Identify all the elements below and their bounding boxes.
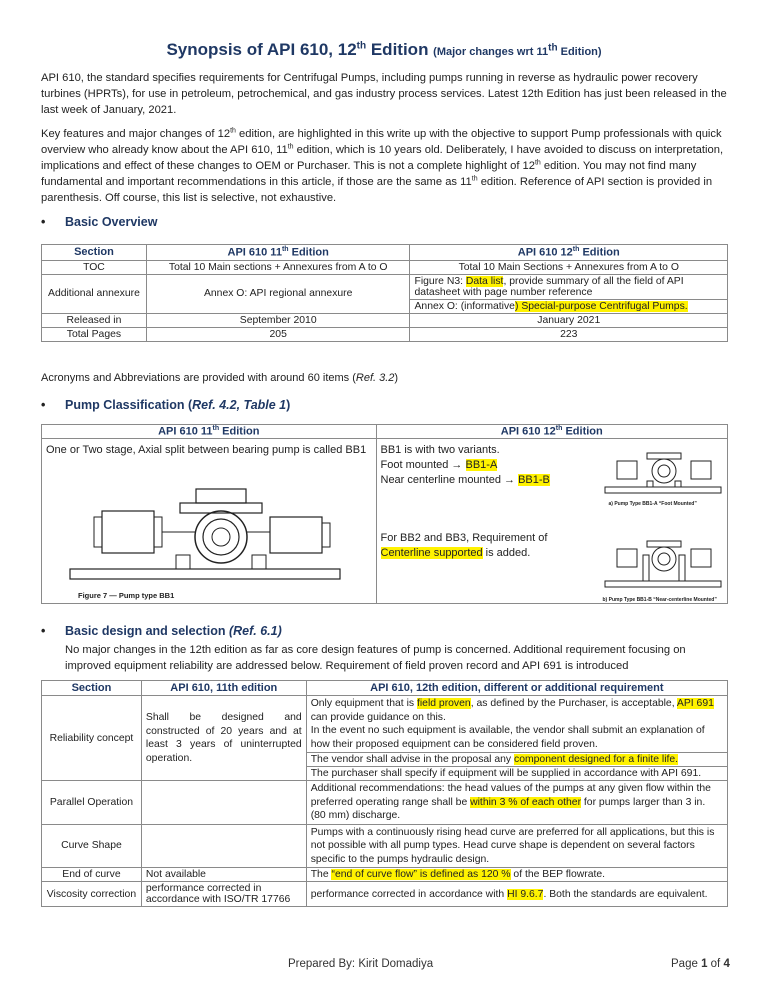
table-row (42, 868, 728, 882)
txt: of the BEP flowrate. (510, 869, 606, 880)
acronyms-note (41, 372, 398, 384)
kf-sup: th (534, 159, 541, 167)
table-row (42, 781, 728, 825)
ref: (Ref. 6.1) (228, 624, 282, 638)
txt: is added. (482, 546, 531, 559)
highlight: Data list (465, 275, 504, 287)
table-row (42, 696, 728, 753)
txt: The vendor shall advise in the proposal any (310, 754, 515, 765)
sup: th (555, 425, 563, 432)
cell-parallel-11 (141, 781, 306, 825)
cell-parallel-section: Parallel Operation (42, 781, 142, 825)
kf-5: edition. Reference of API section is provided in parenthesis. Off course, this list is selective, not exhaustive. (41, 176, 713, 204)
cell-viscosity-11: performance corrected in accordance with ISO/TR 17766 (141, 882, 306, 907)
highlight: field proven (416, 698, 471, 709)
highlight: component designed for a finite life. (514, 754, 679, 765)
h: Edition (219, 425, 260, 438)
h12-sup: th (572, 246, 580, 253)
page-current: 1 (701, 958, 708, 970)
cell-parallel-12 (306, 781, 727, 825)
header-section: Section (42, 681, 142, 696)
table-header-row (42, 245, 728, 261)
txt: For BB2 and BB3, Requirement of (380, 531, 548, 544)
txt: Near centerline mounted → (380, 473, 519, 486)
cell-additional-section: Additional annexure (42, 274, 147, 313)
highlight: BB1-A (465, 458, 498, 471)
cell-released-12: January 2021 (410, 313, 728, 327)
cell-endcurve-11: Not available (141, 868, 306, 882)
table-row (42, 313, 728, 327)
basic-design-heading: • Basic design and selection (Ref. 6.1) (41, 624, 282, 638)
highlight: within 3 % of each other (470, 796, 582, 808)
highlight: HI 9.6.7 (507, 888, 544, 900)
table-row (42, 438, 728, 603)
cell-additional-12a (410, 274, 728, 299)
design-table (41, 680, 728, 907)
kf-sup: th (230, 127, 236, 135)
cell-pages-section: Total Pages (42, 327, 147, 341)
cell-additional-11: Annex O: API regional annexure (146, 274, 410, 313)
pump-bb1a-figure (603, 447, 723, 499)
cell-pages-12: 223 (410, 327, 728, 341)
h: Edition (562, 425, 603, 438)
key-features-paragraph (41, 126, 729, 206)
txt: Page (671, 958, 702, 970)
page-total: 4 (723, 958, 730, 970)
classification-table (41, 424, 728, 604)
pump-classification-heading: • Pump Classification (Ref. 4.2, Table 1) (41, 398, 291, 412)
figure-caption-a: a) Pump Type BB1-A “Foot Mounted” (608, 500, 697, 507)
txt: can provide guidance on this. (310, 711, 446, 723)
cell-curve-section: Curve Shape (42, 824, 142, 868)
header-ed12 (376, 425, 728, 439)
highlight: BB1-B (518, 473, 550, 486)
cell-reliability-12a (306, 696, 727, 753)
cell-released-11: September 2010 (146, 313, 410, 327)
basic-overview-label: Basic Overview (65, 215, 158, 229)
cell-released-section: Released in (42, 313, 147, 327)
ref: Ref. 4.2, Table 1 (192, 398, 287, 412)
cell-reliability-section: Reliability concept (42, 696, 142, 781)
txt: Annex O: (informative (414, 300, 515, 312)
h12: API 610 12 (517, 246, 573, 259)
highlight: ) Special-purpose Centrifugal Pumps. (514, 300, 688, 312)
cell-ed11-class (42, 438, 377, 603)
cell-additional-12b (410, 299, 728, 313)
pump-bb1-figure (64, 481, 364, 599)
title-edition: Edition (366, 40, 434, 59)
bb1-text: One or Two stage, Axial split between bearing pump is called BB1 (46, 443, 367, 456)
highlight: Centerline supported (380, 546, 483, 559)
cell-viscosity-12 (306, 882, 727, 907)
cell-toc-section: TOC (42, 260, 147, 274)
h: API 610 12 (500, 425, 556, 438)
table-header-row (42, 425, 728, 439)
header-ed12 (410, 245, 728, 261)
cell-toc-11: Total 10 Main sections + Annexures from A to O (146, 260, 410, 274)
table-row (42, 327, 728, 341)
footer-page-number (671, 958, 730, 970)
design-intro: No major changes in the 12th edition as far as core design features of pump is concerned. Additional requirement focusing on improved equipment reliability are addressed below. Requirement of field proven record and API 691 is introduced (65, 644, 686, 672)
h: API 610 11 (158, 425, 213, 438)
kf-4: edition. You may not find many fundamental and important recommendations in this article, if those are the same as 11 (41, 160, 697, 188)
cell-viscosity-section: Viscosity correction (42, 882, 142, 907)
bb2-note (381, 531, 561, 561)
title-sub-sup: th (548, 42, 558, 54)
txt: Pump Classification ( (65, 398, 193, 412)
cell-endcurve-section: End of curve (42, 868, 142, 882)
kf-1: Key features and major changes of 12 (41, 128, 231, 140)
cell-curve-12: Pumps with a continuously rising head curve are preferred for all applications, but this is not possible with all pump types. Head curve shape is dependent on several factors specific to the pumps hydraulic design. (306, 824, 727, 868)
cell-toc-12: Total 10 Main Sections + Annexures from A to O (410, 260, 728, 274)
txt: , provide summary of all the field of API datasheet with page number reference (414, 275, 684, 298)
header-ed11 (42, 425, 377, 439)
table-row (42, 824, 728, 868)
header-ed11 (146, 245, 410, 261)
txt: , as defined by the Purchaser, is acceptable, (470, 698, 677, 709)
table-row (42, 882, 728, 907)
txt: Basic design and selection (65, 624, 229, 638)
txt: Additional recommendations: the head values of the pumps at any given flow within the preferred operating range shall be (310, 783, 711, 808)
txt: ) (286, 398, 291, 412)
ref: Ref. 3.2 (355, 372, 395, 384)
cell-curve-11 (141, 824, 306, 868)
cell-endcurve-12 (306, 868, 727, 882)
h11-sup: th (281, 246, 289, 253)
figure-caption: Figure 7 — Pump type BB1 (78, 590, 175, 600)
txt: for pumps larger than 3 in. (80 mm) discharge. (310, 796, 706, 821)
h11-ed: Edition (288, 246, 329, 259)
table-row (42, 274, 728, 299)
txt: Figure N3: (414, 275, 466, 287)
page-title (0, 40, 768, 60)
txt: The (310, 869, 332, 880)
table-header-row (42, 681, 728, 696)
title-sub-end: Edition) (557, 46, 602, 58)
highlight: API 691 (676, 698, 714, 709)
basic-overview-heading: • Basic Overview (41, 215, 158, 229)
txt: In the event no such equipment is available, the vendor shall submit an explanation of how their proposed equipment can be considered field proven. (310, 725, 705, 750)
table-row (42, 260, 728, 274)
highlight: “end of curve flow” is defined as 120 % (331, 869, 511, 880)
pump-bb1b-figure (603, 535, 723, 593)
overview-table (41, 244, 728, 342)
header-ed11: API 610, 11th edition (141, 681, 306, 696)
cell-pages-11: 205 (146, 327, 410, 341)
txt: of (707, 958, 724, 970)
txt: ) (394, 372, 399, 384)
header-section: Section (42, 245, 147, 261)
kf-sup: th (471, 175, 478, 183)
cell-reliability-11: Shall be designed and constructed of 20 years and at least 3 years of uninterrupted operation. (141, 696, 306, 781)
txt: Acronyms and Abbreviations are provided with around 60 items ( (41, 372, 356, 384)
kf-2: edition, are highlighted in this write up with the objective to support Pump professionals with quick overview who already know about the API 610, 11 (41, 128, 722, 156)
footer-prepared-by: Prepared By: Kirit Domadiya (288, 958, 434, 970)
header-ed12: API 610, 12th edition, different or additional requirement (306, 681, 727, 696)
cell-ed12-class (376, 438, 728, 603)
cell-reliability-12c: The purchaser shall specify if equipment will be supplied in accordance with API 691. (306, 767, 727, 781)
line: BB1 is with two variants. (380, 443, 500, 456)
h12-ed: Edition (579, 246, 620, 259)
intro-paragraph: API 610, the standard specifies requirements for Centrifugal Pumps, including pumps running in reverse as hydraulic power recovery turbines (HPRTs), for use in petroleum, petrochemical, and gas industry process services. Latest 12th Edition has just been released in the last week of January, 2021. (41, 72, 727, 116)
txt: Foot mounted → (380, 458, 466, 471)
cell-reliability-12b (306, 753, 727, 767)
kf-3: edition, which is 10 years old. Deliberately, I have avoided to discuss on interpretation, implications and effect of these changes to OEM or Purchaser. This is not a complete highlight of 12 (41, 144, 724, 172)
txt: Only equipment that is (310, 698, 417, 709)
figure-caption-b: b) Pump Type BB1-B “Near-centerline Mounted” (602, 596, 717, 603)
h11: API 610 11 (227, 246, 282, 259)
txt: . Both the standards are equivalent. (543, 888, 708, 900)
kf-sup: th (287, 143, 294, 151)
title-sub: (Major changes wrt 11 (433, 46, 549, 58)
sup: th (212, 425, 220, 432)
txt: performance corrected in accordance with (310, 888, 508, 900)
title-text: Synopsis of API 610, 12 (166, 40, 357, 59)
title-sup: th (356, 40, 367, 52)
